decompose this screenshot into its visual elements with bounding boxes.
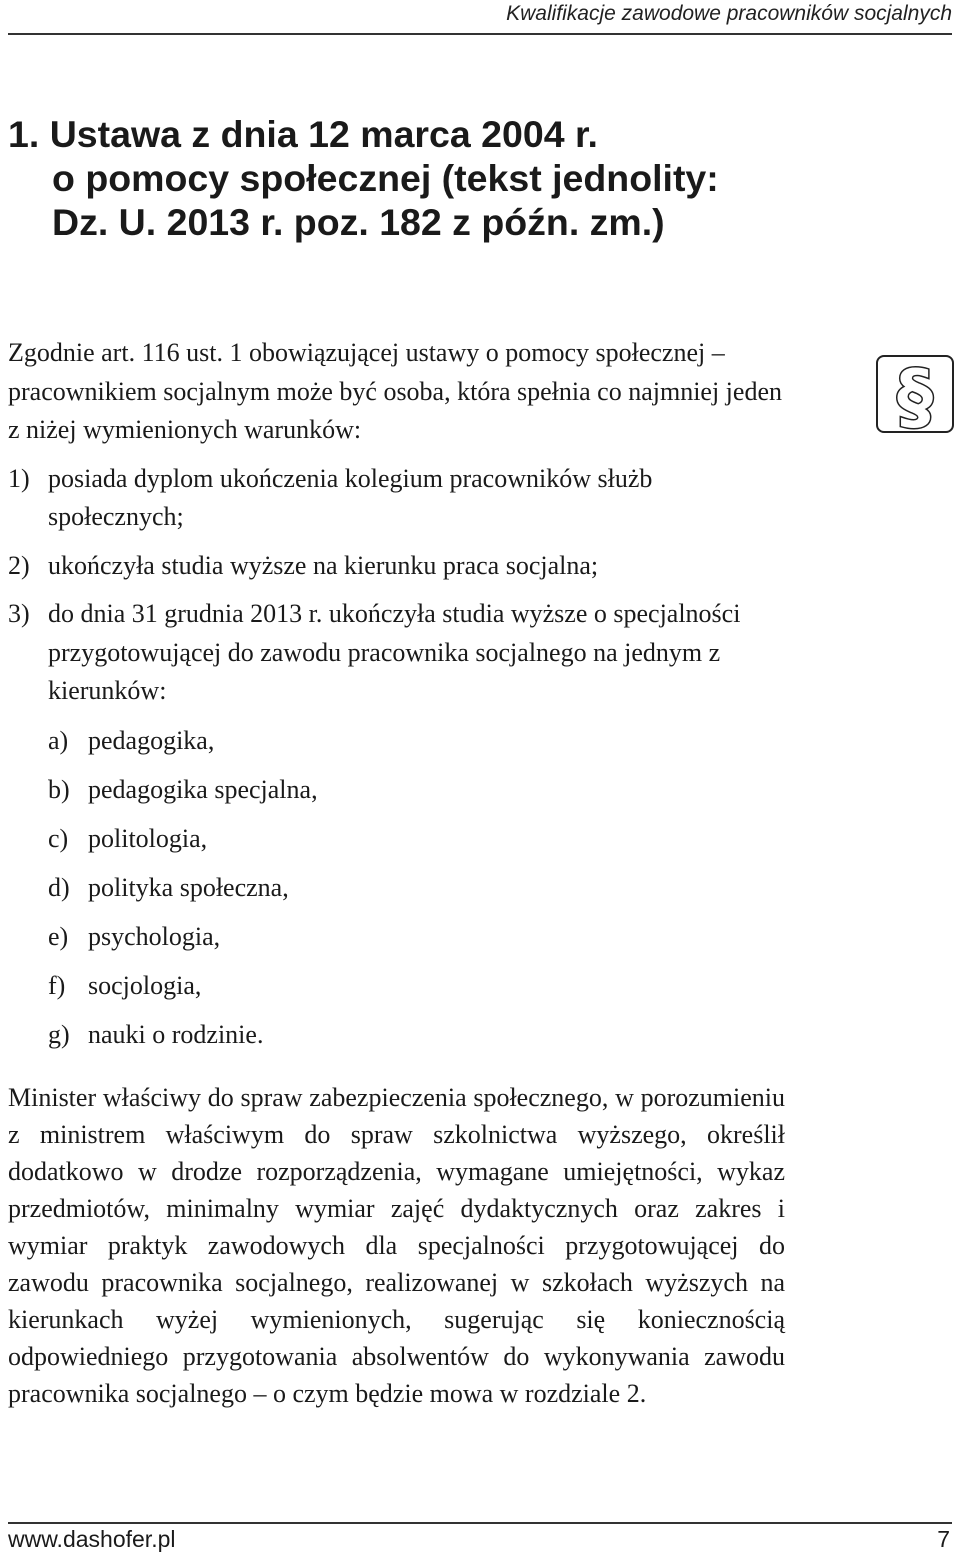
list-item xyxy=(48,770,785,809)
list-item-text: nauki o rodzinie. xyxy=(88,1019,264,1049)
running-header: Kwalifikacje zawodowe pracowników socjalnych xyxy=(506,2,952,25)
list-item-letter: g) xyxy=(48,1019,70,1049)
list-item-letter: f) xyxy=(48,970,66,1000)
list-item xyxy=(48,917,785,956)
closing-paragraph: Minister właściwy do spraw zabezpieczenia społecznego, w porozumieniu z ministrem właściwym do spraw szkolnictwa wyższego, określił dodatkowo w drodze rozporządzenia, wymagane umiejętności, wykaz przedmiotów, minimalny wymiar zajęć dydaktycznych oraz zakres i wymiar praktyk zawodowych dla specjalności przygotowującej do zawodu pracownika socjalnego, realizowanej w szkołach wyższych na kierunkach wyżej wymienionych, sugerując się koniecznością odpowiedniego przygotowania absolwentów do wykonywania zawodu pracownika socjalnego – o czym będzie mowa w rozdziale 2. xyxy=(8,1083,785,1408)
list-item-text: pedagogika specjalna, xyxy=(88,774,318,804)
list-item-text: politologia, xyxy=(88,823,208,853)
list-item-text: do dnia 31 grudnia 2013 r. ukończyła studia wyższe o specjalności przygotowującej do zawodu pracownika socjalnego na jednym z kierunków: xyxy=(48,599,741,705)
header-rule xyxy=(8,33,952,35)
list-item-letter: c) xyxy=(48,823,69,853)
chapter-title xyxy=(8,112,868,244)
list-item-text: posiada dyplom ukończenia kolegium pracowników służb społecznych; xyxy=(48,463,653,531)
list-item xyxy=(8,547,785,586)
body-text xyxy=(8,334,785,1064)
list-item-text: ukończyła studia wyższe na kierunku praca socjalna; xyxy=(48,550,599,580)
list-item-number: 3) xyxy=(8,599,30,628)
list-item-letter: d) xyxy=(48,872,70,902)
list-item-letter: e) xyxy=(48,921,69,951)
list-item xyxy=(8,595,785,1054)
list-item-text: psychologia, xyxy=(88,921,221,951)
list-item-text: polityka społeczna, xyxy=(88,872,289,902)
svg-text:§: § xyxy=(897,357,933,431)
list-item xyxy=(48,819,785,858)
chapter-title-line-2: o pomocy społecznej (tekst jednolity: xyxy=(52,157,719,199)
list-item xyxy=(48,966,785,1005)
list-item xyxy=(48,868,785,907)
list-item-text: socjologia, xyxy=(88,970,202,1000)
section-sign-icon xyxy=(876,355,954,433)
list-item xyxy=(48,1015,785,1054)
list-item-number: 2) xyxy=(8,550,30,580)
chapter-title-line-3: Dz. U. 2013 r. poz. 182 z późn. zm.) xyxy=(52,201,665,243)
list-item xyxy=(48,721,785,760)
list-item-letter: b) xyxy=(48,774,70,804)
page-number: 7 xyxy=(937,1526,950,1552)
chapter-title-line-1: 1. Ustawa z dnia 12 marca 2004 r. xyxy=(8,113,598,155)
list-item-letter: a) xyxy=(48,725,69,755)
footer-url[interactable]: www.dashofer.pl xyxy=(8,1526,176,1552)
intro-paragraph: Zgodnie art. 116 ust. 1 obowiązującej ustawy o pomocy społecznej – pracownikiem socjalnym może być osoba, która spełnia co najmniej jeden z niżej wymienionych warunków: xyxy=(8,338,782,444)
list-item xyxy=(8,460,785,537)
footer-rule xyxy=(8,1522,952,1524)
conditions-list xyxy=(8,460,785,1054)
fields-list xyxy=(48,721,785,1054)
list-item-number: 1) xyxy=(8,463,30,493)
list-item-text: pedagogika, xyxy=(88,725,215,755)
